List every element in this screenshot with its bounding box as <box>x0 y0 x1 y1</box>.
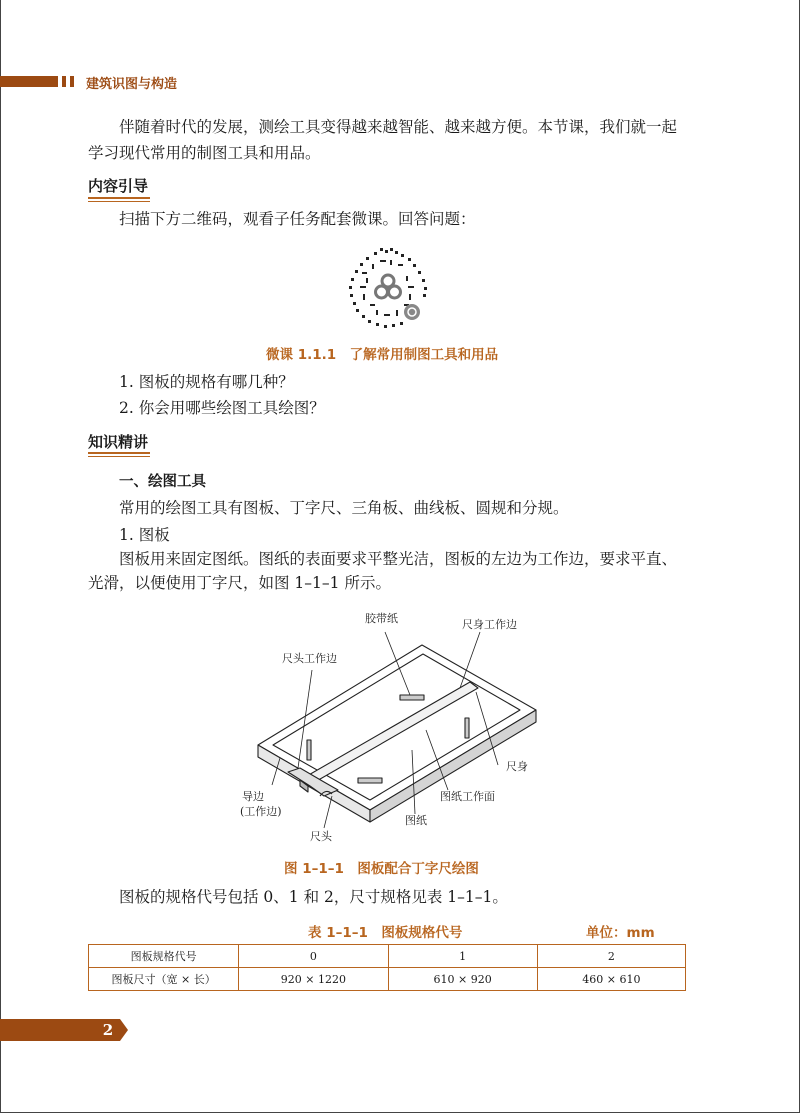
table-cell: 图板规格代号 <box>89 945 239 968</box>
qr-code[interactable] <box>346 246 430 330</box>
question-2: 2. 你会用哪些绘图工具绘图？ <box>119 399 325 417</box>
header-tick <box>62 76 66 87</box>
question-1: 1. 图板的规格有哪几种？ <box>119 373 294 391</box>
tape-right <box>465 718 469 738</box>
section-underline <box>88 197 150 199</box>
section-underline <box>88 201 150 202</box>
label-paper: 图纸 <box>405 814 427 827</box>
table-cell: 图板尺寸（宽 × 长） <box>89 968 239 991</box>
intro-line-1: 伴随着时代的发展，测绘工具变得越来越智能、越来越方便。本节课，我们就一起 <box>119 118 678 136</box>
section-guide-title: 内容引导 <box>88 177 149 195</box>
figure-caption: 图 1–1–1 图板配合丁字尺绘图 <box>284 861 479 877</box>
table-cell: 2 <box>537 945 685 968</box>
tape-top <box>400 695 424 700</box>
label-tape: 胶带纸 <box>365 612 398 625</box>
header-bar <box>0 76 58 87</box>
label-guide-edge-note: (工作边) <box>240 805 282 818</box>
table-caption: 表 1–1–1 图板规格代号 <box>308 925 463 941</box>
subsection-title: 一、绘图工具 <box>119 474 206 490</box>
spec-table <box>88 944 686 991</box>
table-row <box>89 945 686 968</box>
label-ruler-edge: 尺身工作边 <box>462 618 517 631</box>
page-number: 2 <box>102 1021 114 1039</box>
header-tick <box>70 76 74 87</box>
item-text-2: 光滑，以便使用丁字尺，如图 1–1–1 所示。 <box>88 574 391 592</box>
intro-line-2: 学习现代常用的制图工具和用品。 <box>88 144 321 162</box>
table-intro: 图板的规格代号包括 0、1 和 2，尺寸规格见表 1–1–1。 <box>119 888 508 906</box>
label-head-edge: 尺头工作边 <box>282 652 337 665</box>
label-guide-edge: 导边 <box>242 790 264 803</box>
section-knowledge-title: 知识精讲 <box>88 433 149 451</box>
item-text-1: 图板用来固定图纸。图纸的表面要求平整光洁，图板的左边为工作边，要求平直、 <box>119 550 678 568</box>
guide-instruction: 扫描下方二维码，观看子任务配套微课。回答问题： <box>119 210 476 228</box>
section-underline <box>88 452 150 454</box>
table-cell: 0 <box>239 945 388 968</box>
header-title: 建筑识图与构造 <box>86 77 178 92</box>
tape-left <box>307 740 311 760</box>
label-ruler-body: 尺身 <box>506 760 528 773</box>
qr-caption: 微课 1.1.1 了解常用制图工具和用品 <box>266 347 499 363</box>
table-cell: 610 × 920 <box>388 968 537 991</box>
tape-bottom <box>358 778 382 783</box>
label-ruler-head: 尺头 <box>310 830 332 843</box>
section-underline <box>88 456 150 457</box>
drawing-board-figure <box>240 600 560 850</box>
table-cell: 1 <box>388 945 537 968</box>
table-unit: 单位：mm <box>586 925 655 941</box>
table-row <box>89 968 686 991</box>
item-title: 1. 图板 <box>119 526 170 544</box>
table-cell: 460 × 610 <box>537 968 685 991</box>
tools-intro: 常用的绘图工具有图板、丁字尺、三角板、曲线板、圆规和分规。 <box>119 499 569 517</box>
label-paper-surface: 图纸工作面 <box>440 790 495 803</box>
table-cell: 920 × 1220 <box>239 968 388 991</box>
